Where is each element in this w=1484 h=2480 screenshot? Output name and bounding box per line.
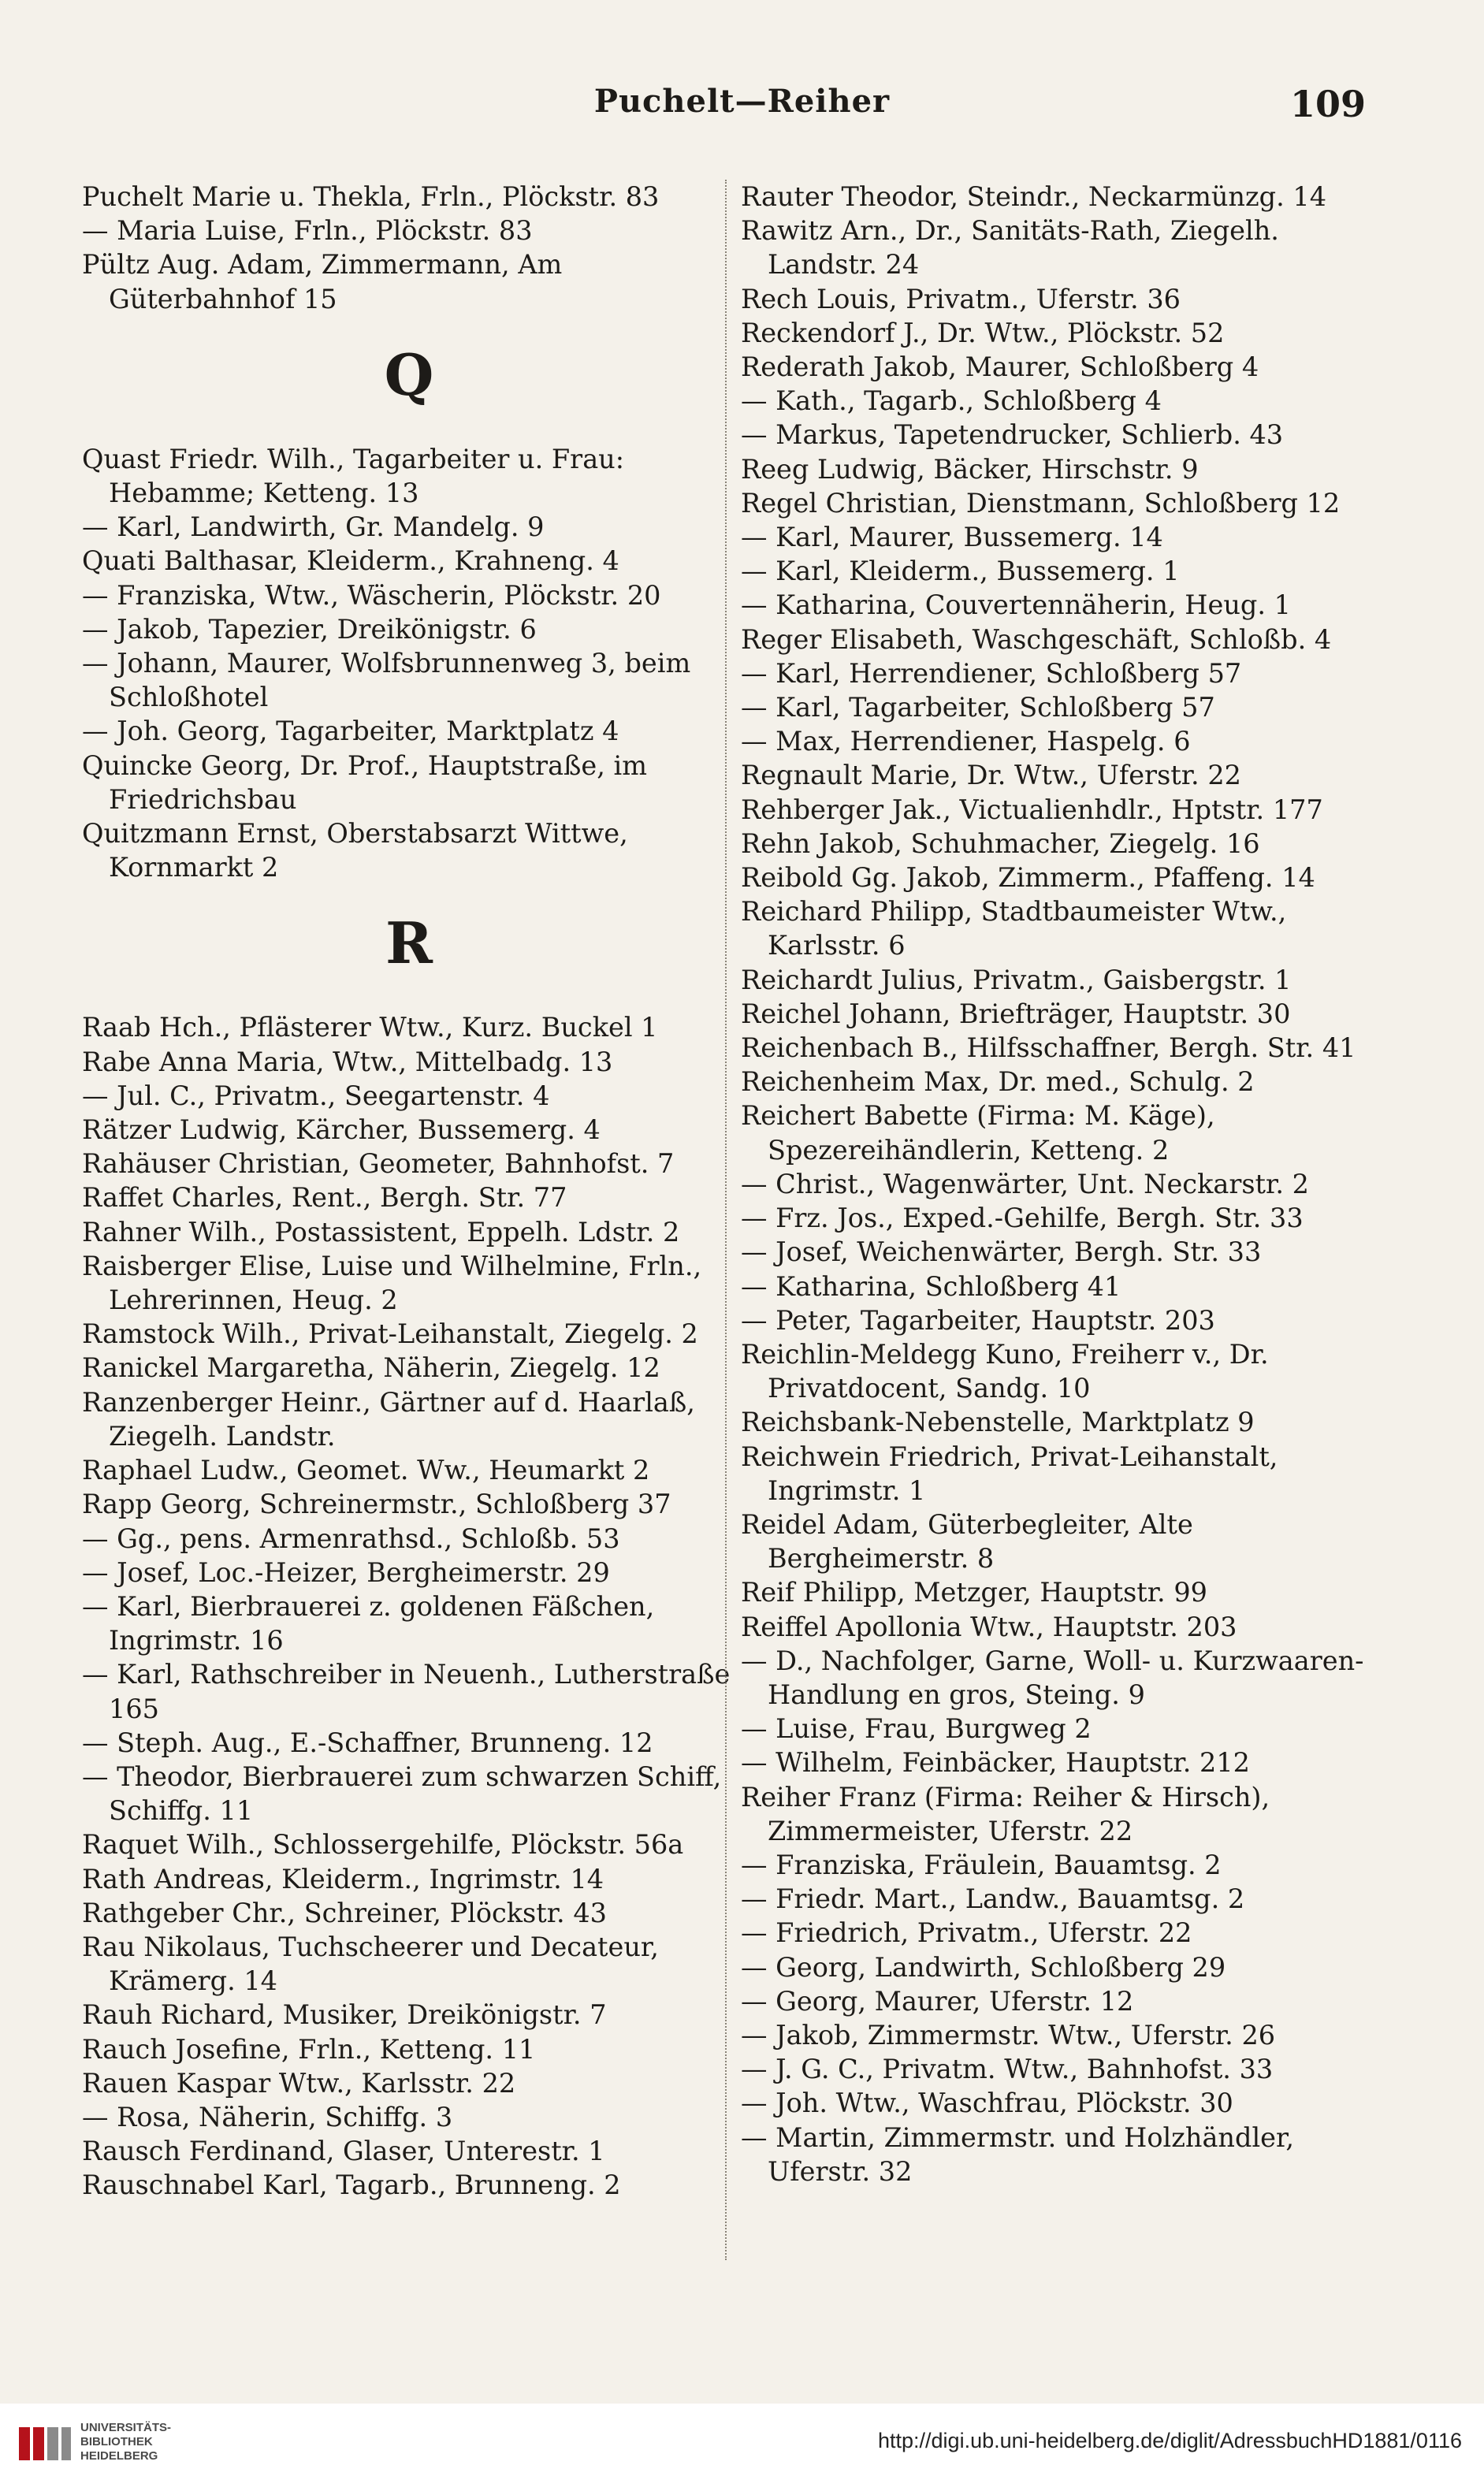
directory-entry: Reichel Johann, Briefträger, Hauptstr. 30 [741,998,1291,1029]
library-name-line: HEIDELBERG [80,2449,158,2463]
directory-entry: — Rosa, Näherin, Schiffg. 3 [82,2101,453,2132]
directory-entry: Reichlin-Meldegg Kuno, Freiherr v., Dr. Privatdocent, Sandg. 10 [741,1338,1269,1404]
column-divider [725,180,727,2260]
directory-entry: Regnault Marie, Dr. Wtw., Uferstr. 22 [741,760,1241,791]
section-letter: R [385,909,433,977]
directory-entry: Rätzer Ludwig, Kärcher, Bussemerg. 4 [82,1114,601,1146]
directory-entry: — Georg, Maurer, Uferstr. 12 [741,1985,1134,2017]
directory-entry: Raisberger Elise, Luise und Wilhelmine, Frln., Lehrerinnen, Heug. 2 [82,1250,702,1316]
directory-entry: Raquet Wilh., Schlossergehilfe, Plöckstr. 56a [82,1829,684,1861]
directory-entry: — Jakob, Zimmermstr. Wtw., Uferstr. 26 [741,2019,1276,2051]
directory-entry: Rauch Josefine, Frln., Ketteng. 11 [82,2033,536,2065]
directory-entry: Raab Hch., Pflästerer Wtw., Kurz. Buckel 1 [82,1012,658,1043]
directory-entry: — Christ., Wagenwärter, Unt. Neckarstr. 2 [741,1168,1309,1199]
library-name-line: UNIVERSITÄTS- [80,2421,172,2434]
directory-entry: Reckendorf J., Dr. Wtw., Plöckstr. 52 [741,317,1225,348]
directory-entry: — Jul. C., Privatm., Seegartenstr. 4 [82,1080,550,1111]
directory-entry: Reichenheim Max, Dr. med., Schulg. 2 [741,1066,1255,1098]
directory-entry: Reichert Babette (Firma: M. Käge), Spezereihändlerin, Ketteng. 2 [741,1100,1215,1166]
directory-entry: Reiher Franz (Firma: Reiher & Hirsch), Zimmermeister, Uferstr. 22 [741,1781,1270,1846]
directory-entry: — Luise, Frau, Burgweg 2 [741,1713,1092,1745]
directory-entry: Rauh Richard, Musiker, Dreikönigstr. 7 [82,1999,607,2031]
left-column [82,180,736,2203]
directory-entry: — Friedr. Mart., Landw., Bauamtsg. 2 [741,1883,1245,1915]
directory-entry: Ramstock Wilh., Privat-Leihanstalt, Ziegelg. 2 [82,1318,698,1350]
directory-entry: Quincke Georg, Dr. Prof., Hauptstraße, im Friedrichsbau [82,749,648,815]
directory-entry: Raffet Charles, Rent., Bergh. Str. 77 [82,1182,567,1214]
directory-entry: Reichardt Julius, Privatm., Gaisbergstr. 1 [741,964,1292,995]
directory-entry: — Karl, Rathschreiber in Neuenh., Lutherstraße 165 [82,1659,731,1724]
directory-entry: Rathgeber Chr., Schreiner, Plöckstr. 43 [82,1897,607,1928]
directory-entry: Rath Andreas, Kleiderm., Ingrimstr. 14 [82,1863,604,1894]
directory-entry: Rabe Anna Maria, Wtw., Mittelbadg. 13 [82,1046,613,1077]
directory-entry: — Peter, Tagarbeiter, Hauptstr. 203 [741,1304,1215,1336]
directory-entry: — Max, Herrendiener, Haspelg. 6 [741,726,1191,757]
directory-entry: Reger Elisabeth, Waschgeschäft, Schloßb. 4 [741,623,1332,655]
footer [0,2404,1484,2480]
directory-entry: Reidel Adam, Güterbegleiter, Alte Bergheimerstr. 8 [741,1508,1193,1575]
directory-entry: Quati Balthasar, Kleiderm., Krahneng. 4 [82,545,619,577]
directory-entry: — Karl, Maurer, Bussemerg. 14 [741,522,1163,553]
right-column [741,180,1371,2188]
library-logo-icon [17,2424,73,2463]
directory-entry: — Georg, Landwirth, Schloßberg 29 [741,1951,1226,1983]
page-number: 109 [1289,83,1366,125]
directory-entry: Reif Philipp, Metzger, Hauptstr. 99 [741,1577,1207,1608]
directory-entry: — Franziska, Wtw., Wäscherin, Plöckstr. 20 [82,579,661,611]
directory-entry: Ranickel Margaretha, Näherin, Ziegelg. 12 [82,1352,660,1384]
directory-entry: Quast Friedr. Wilh., Tagarbeiter u. Frau: Hebamme; Ketteng. 13 [82,443,625,509]
directory-entry: Pültz Aug. Adam, Zimmermann, Am Güterbahnhof 15 [82,249,563,314]
source-url-link[interactable]: http://digi.ub.uni-heidelberg.de/diglit/AdressbuchHD1881/0116 [878,2429,1462,2452]
directory-entry: — Martin, Zimmermstr. und Holzhändler, Uferstr. 32 [741,2121,1294,2187]
directory-entry: — Jakob, Tapezier, Dreikönigstr. 6 [82,613,537,645]
directory-entry: Rauter Theodor, Steindr., Neckarmünzg. 14 [741,181,1327,212]
directory-entry: Rahäuser Christian, Geometer, Bahnhofst. 7 [82,1148,675,1180]
directory-entry: — J. G. C., Privatm. Wtw., Bahnhofst. 33 [741,2054,1274,2085]
directory-entry: — Frz. Jos., Exped.-Gehilfe, Bergh. Str. 33 [741,1203,1304,1234]
directory-entry: Rehn Jakob, Schuhmacher, Ziegelg. 16 [741,827,1260,859]
library-name [80,2421,171,2463]
directory-entry: — Wilhelm, Feinbäcker, Hauptstr. 212 [741,1747,1250,1779]
directory-entry: Reichsbank-Nebenstelle, Marktplatz 9 [741,1407,1255,1438]
directory-entry: — Karl, Landwirth, Gr. Mandelg. 9 [82,511,545,543]
directory-entry: — Karl, Kleiderm., Bussemerg. 1 [741,556,1180,587]
directory-entry: Ranzenberger Heinr., Gärtner auf d. Haarlaß, Ziegelh. Landstr. [82,1386,695,1452]
directory-entry: Puchelt Marie u. Thekla, Frln., Plöckstr. 83 [82,181,660,212]
directory-entry: Rausch Ferdinand, Glaser, Unterestr. 1 [82,2136,605,2167]
directory-entry: Reichard Philipp, Stadtbaumeister Wtw., Karlsstr. 6 [741,896,1287,961]
directory-entry: Reeg Ludwig, Bäcker, Hirschstr. 9 [741,453,1199,485]
directory-entry: Rech Louis, Privatm., Uferstr. 36 [741,283,1181,314]
directory-entry: — Franziska, Fräulein, Bauamtsg. 2 [741,1849,1222,1880]
directory-entry: Rahner Wilh., Postassistent, Eppelh. Ldstr. 2 [82,1216,680,1247]
directory-entry: — Johann, Maurer, Wolfsbrunnenweg 3, beim Schloßhotel [82,648,691,713]
directory-entry: — Karl, Herrendiener, Schloßberg 57 [741,657,1242,689]
directory-entry: — Katharina, Schloßberg 41 [741,1270,1121,1302]
directory-entry: — Joh. Georg, Tagarbeiter, Marktplatz 4 [82,716,619,747]
page-header [0,75,1484,138]
directory-entry: Rauschnabel Karl, Tagarb., Brunneng. 2 [82,2170,621,2201]
directory-entry: — Josef, Loc.-Heizer, Bergheimerstr. 29 [82,1556,610,1588]
directory-entry: Rau Nikolaus, Tuchscheerer und Decateur, Krämerg. 14 [82,1931,659,1997]
directory-entry: Rawitz Arn., Dr., Sanitäts-Rath, Ziegelh. Landstr. 24 [741,215,1279,281]
directory-entry: Rehberger Jak., Victualienhdlr., Hptstr. 177 [741,794,1323,825]
directory-entry: — Karl, Tagarbeiter, Schloßberg 57 [741,692,1215,723]
directory-entry: — Markus, Tapetendrucker, Schlierb. 43 [741,419,1284,451]
directory-entry: — Karl, Bierbrauerei z. goldenen Fäßchen, Ingrimstr. 16 [82,1590,655,1656]
running-head: Puchelt—Reiher [593,83,891,120]
directory-entry: Quitzmann Ernst, Oberstabsarzt Wittwe, Kornmarkt 2 [82,818,628,883]
directory-entry: — Theodor, Bierbrauerei zum schwarzen Schiff, Schiffg. 11 [82,1761,722,1827]
directory-entry: — Friedrich, Privatm., Uferstr. 22 [741,1917,1192,1949]
directory-entry: — Joh. Wtw., Waschfrau, Plöckstr. 30 [741,2088,1233,2119]
section-letter: Q [384,340,434,408]
directory-entry: — Katharina, Couvertennäherin, Heug. 1 [741,589,1291,621]
directory-entry: Regel Christian, Dienstmann, Schloßberg 12 [741,487,1341,519]
directory-entry: — Steph. Aug., E.-Schaffner, Brunneng. 12 [82,1727,653,1758]
directory-entry: — Maria Luise, Frln., Plöckstr. 83 [82,215,533,247]
directory-entry: Raphael Ludw., Geomet. Ww., Heumarkt 2 [82,1455,650,1486]
directory-entry: Rapp Georg, Schreinermstr., Schloßberg 37 [82,1489,671,1520]
directory-entry: — D., Nachfolger, Garne, Woll- u. Kurzwaaren-Handlung en gros, Steing. 9 [741,1645,1364,1710]
directory-entry: Rauen Kaspar Wtw., Karlsstr. 22 [82,2067,516,2099]
directory-entry: Rederath Jakob, Maurer, Schloßberg 4 [741,351,1259,383]
directory-entry: Reiffel Apollonia Wtw., Hauptstr. 203 [741,1611,1237,1642]
library-name-line: BIBLIOTHEK [80,2435,153,2448]
directory-entry: — Gg., pens. Armenrathsd., Schloßb. 53 [82,1523,620,1554]
directory-entry: Reichenbach B., Hilfsschaffner, Bergh. Str. 41 [741,1032,1356,1064]
directory-entry: — Josef, Weichenwärter, Bergh. Str. 33 [741,1236,1262,1268]
directory-entry: Reibold Gg. Jakob, Zimmerm., Pfaffeng. 14 [741,862,1315,894]
directory-entry: — Kath., Tagarb., Schloßberg 4 [741,385,1162,417]
directory-entry: Reichwein Friedrich, Privat-Leihanstalt, Ingrimstr. 1 [741,1441,1278,1506]
